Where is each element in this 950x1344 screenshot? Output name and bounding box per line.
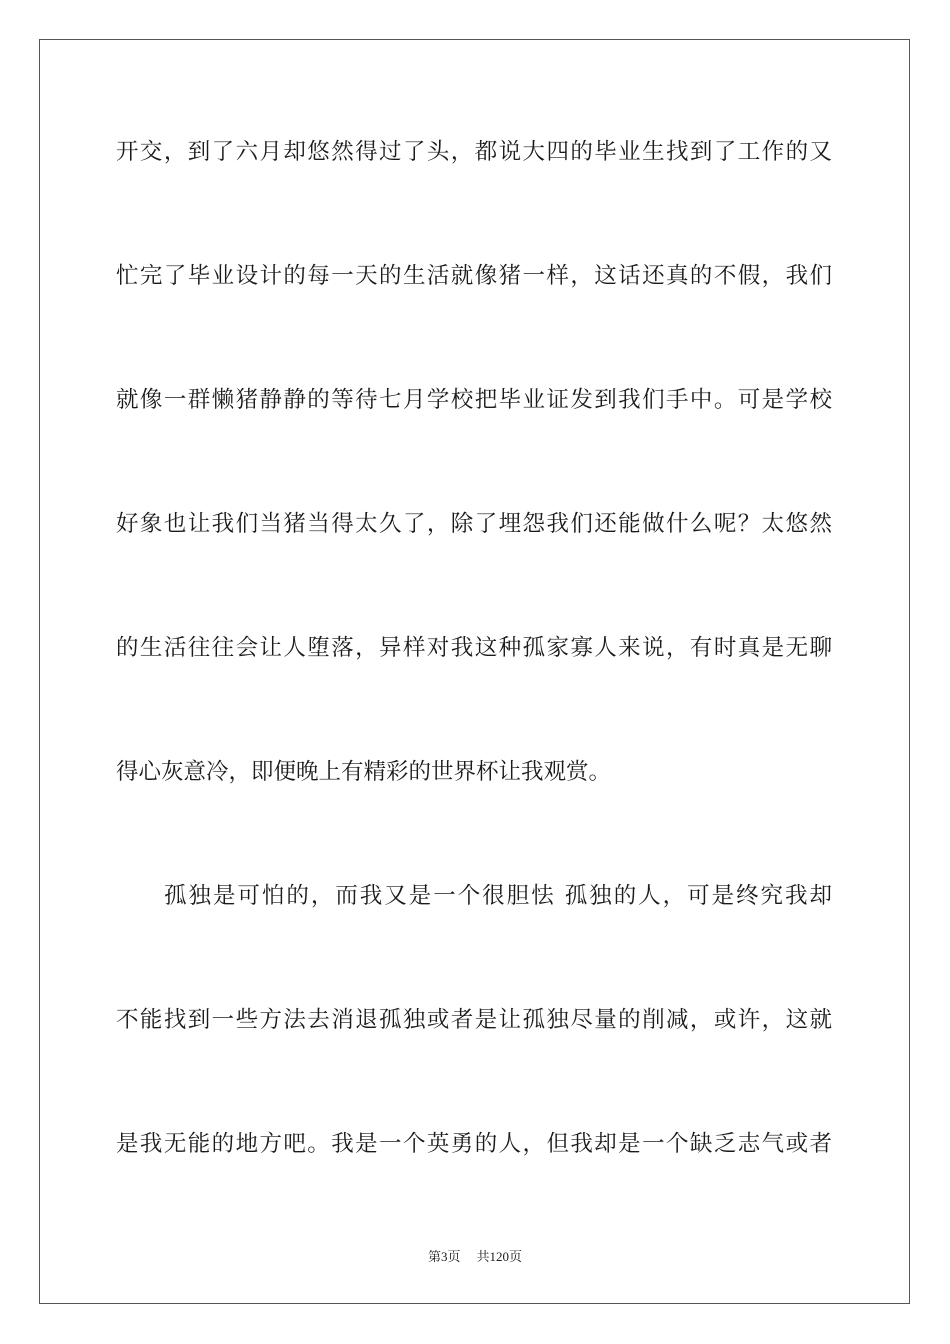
page-number: 第3页 [427,1249,461,1264]
text-line: 的生活往往会让人堕落，异样对我这种孤家寡人来说，有时真是无聊 [116,635,832,661]
page-frame [39,39,910,1304]
text-line: 孤独是可怕的，而我又是一个很胆怯 孤独的人，可是终究我却 [164,883,832,909]
total-pages: 共120页 [476,1249,523,1264]
text-line: 是我无能的地方吧。我是一个英勇的人，但我却是一个缺乏志气或者 [116,1131,832,1157]
text-line: 就像一群懒猪静静的等待七月学校把毕业证发到我们手中。可是学校 [116,387,832,413]
text-line: 好象也让我们当猪当得太久了，除了埋怨我们还能做什么呢？太悠然 [116,511,832,537]
text-line: 不能找到一些方法去消退孤独或者是让孤独尽量的削减，或许，这就 [116,1007,832,1033]
text-line: 忙完了毕业设计的每一天的生活就像猪一样，这话还真的不假，我们 [116,263,832,289]
page-footer [0,1248,950,1266]
text-line: 开交，到了六月却悠然得过了头，都说大四的毕业生找到了工作的又 [116,139,832,165]
text-line: 得心灰意冷，即便晚上有精彩的世界杯让我观赏。 [116,759,612,785]
